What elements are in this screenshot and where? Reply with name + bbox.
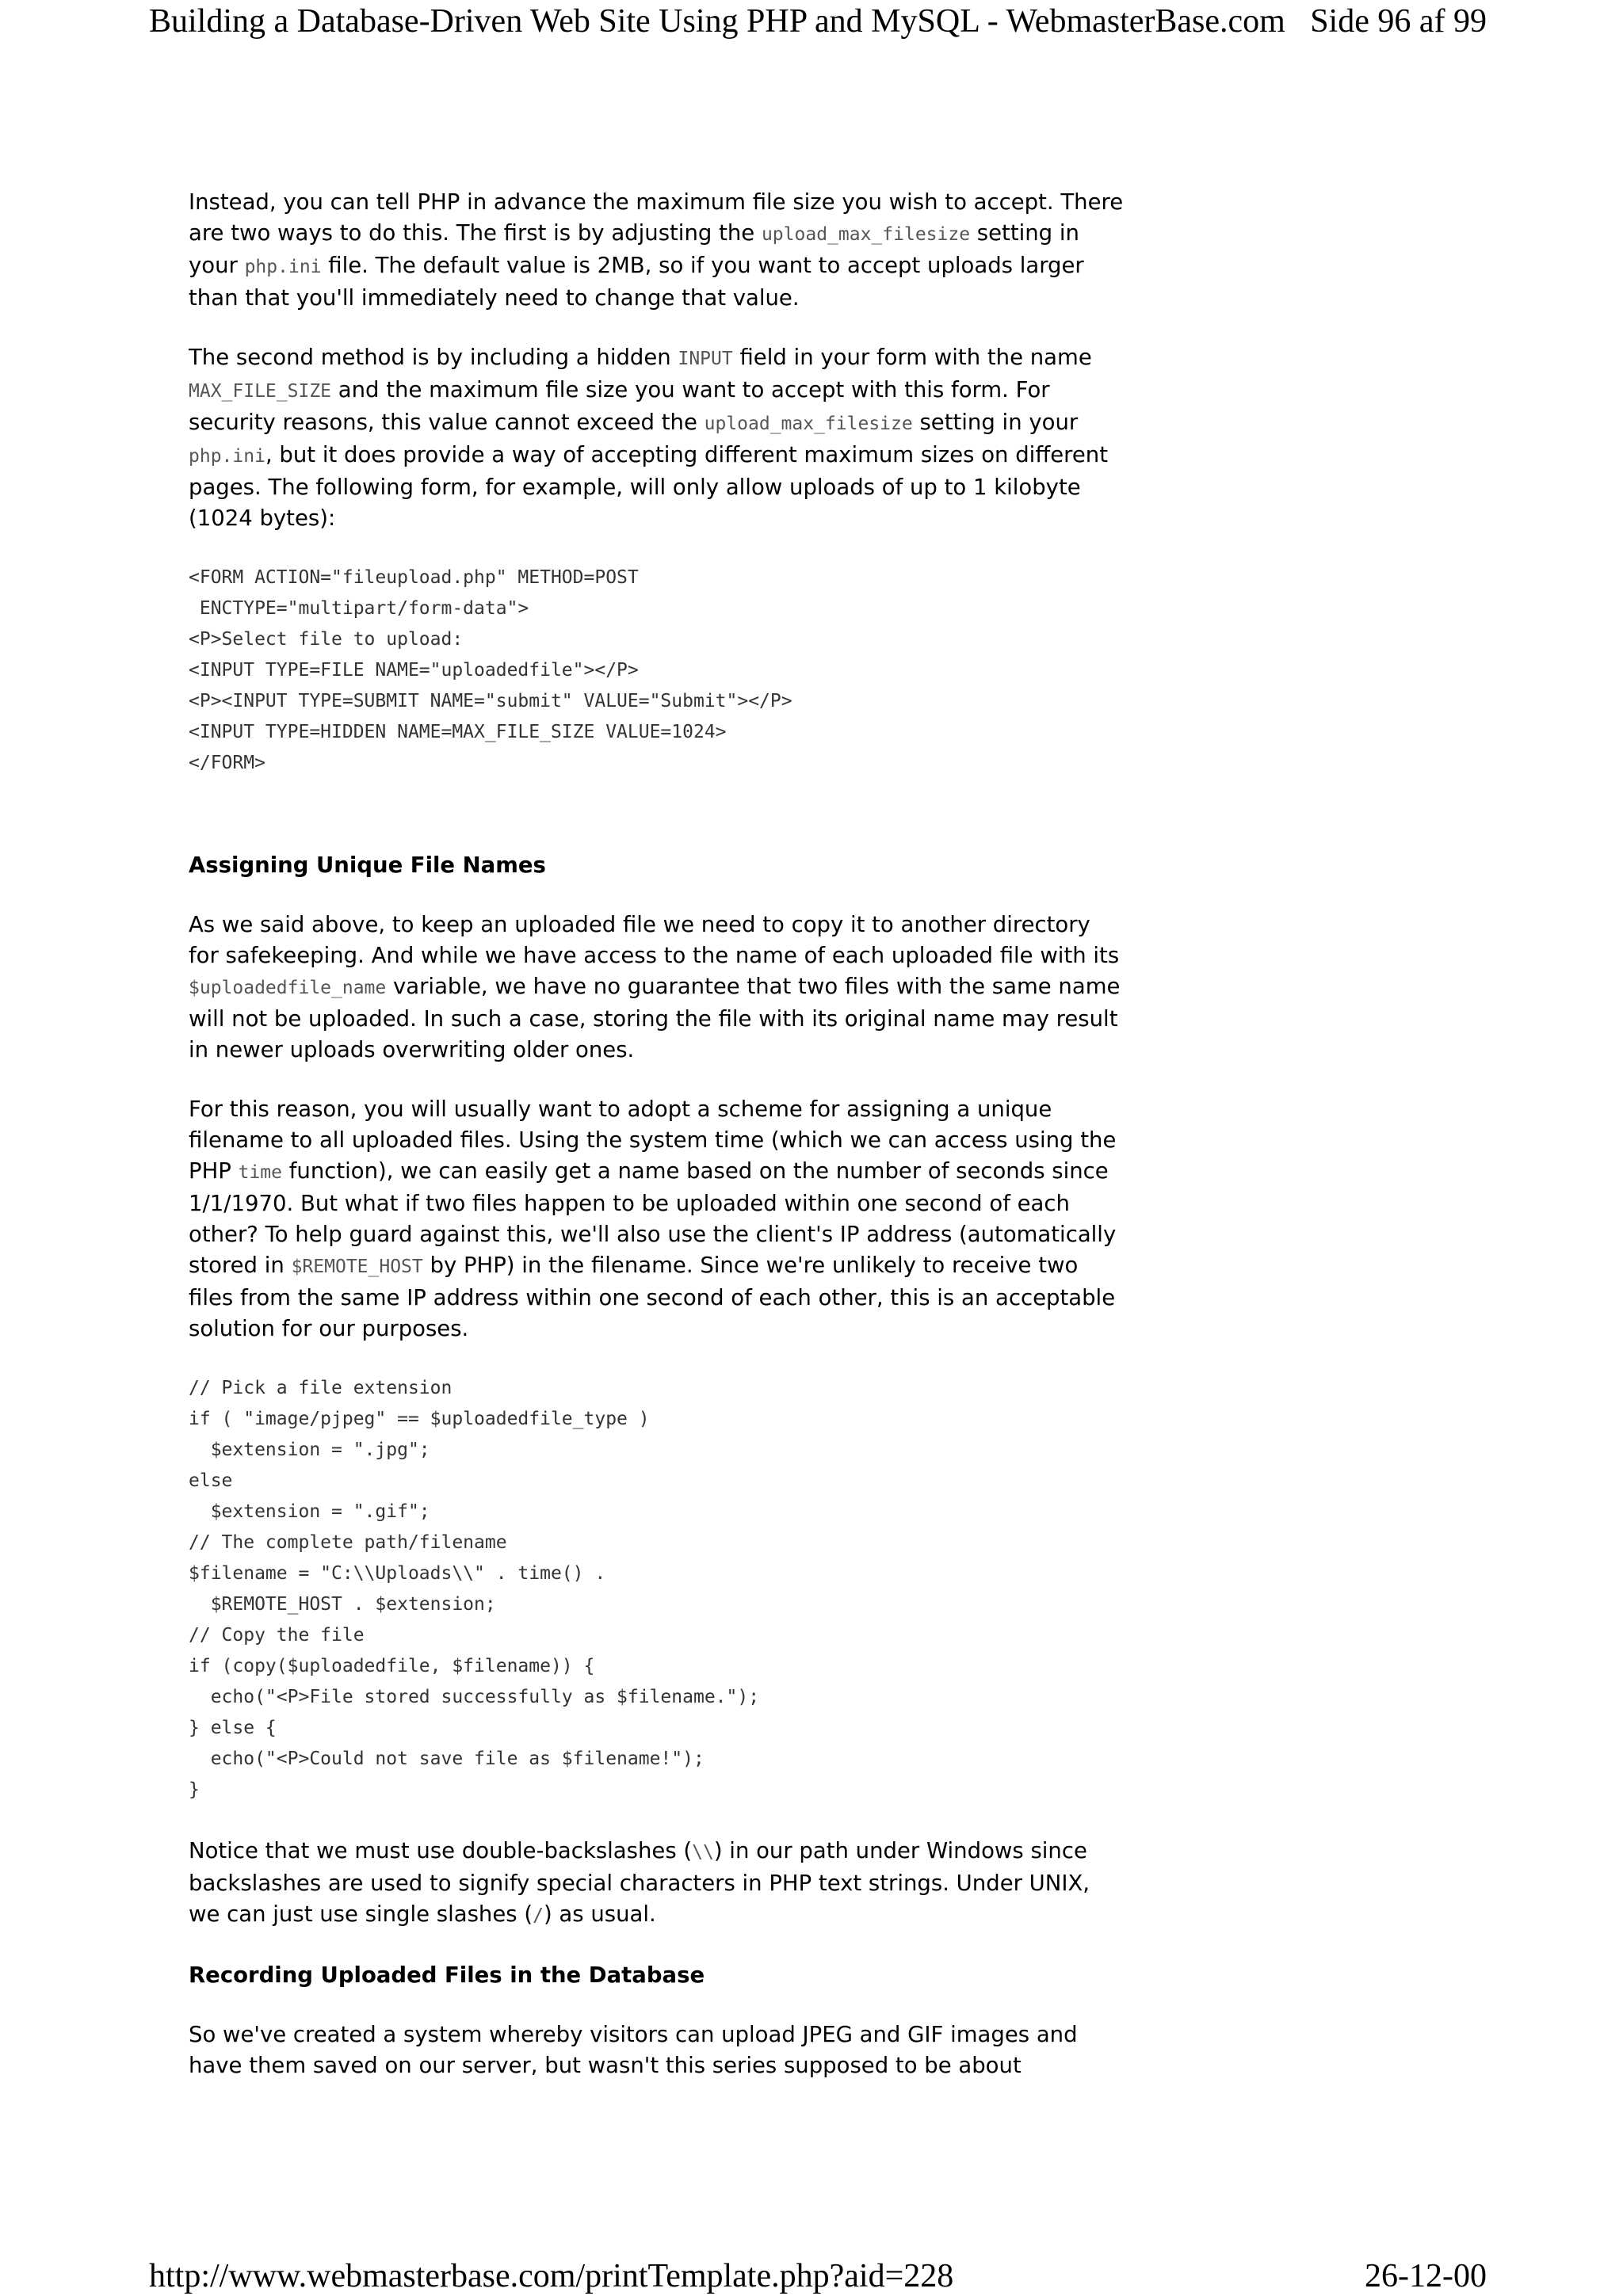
text-run: function), we can easily get a name based on the number of seconds since 1/1/1970. But what if two files happen to be uploaded within one second of each other? To help guard against this, we'll also use the client's IP address (automatically stored in — [189, 1158, 1117, 1278]
inline-code: \\ — [692, 1842, 714, 1863]
page-number: Side 96 af 99 — [1310, 3, 1487, 40]
inline-code: php.ini — [244, 257, 322, 277]
footer-date: 26-12-00 — [1365, 2258, 1487, 2294]
text-run: ) in our path under Windows since backslashes are used to signify special characters in PHP text strings. Under UNIX, we can just use single slashes ( — [189, 1838, 1090, 1927]
text-run: setting in your — [189, 220, 1079, 278]
spacer — [189, 809, 1124, 850]
text-run: The second method is by including a hidden — [189, 345, 678, 370]
inline-code: upload_max_filesize — [704, 414, 913, 434]
text-run: As we said above, to keep an uploaded file we need to copy it to another directory for safekeeping. And while we have access to the name of each uploaded file with its — [189, 912, 1120, 968]
inline-code: / — [533, 1905, 544, 1926]
section-heading-unique-names: Assigning Unique File Names — [189, 852, 546, 878]
text-run: Instead, you can tell PHP in advance the maximum file size you wish to accept. There are two ways to do this. The first is by adjusting the — [189, 189, 1124, 246]
code-block-form: <FORM ACTION="fileupload.php" METHOD=POST ENCTYPE="multipart/form-data"> <P>Select file to upload: <INPUT TYPE=FILE NAME="uploadedfile"></P> <P><INPUT TYPE=SUBMIT NAME="submit" VALUE="Submit"></P> <INPUT TYPE=HIDDEN NAME=MAX_FILE_SIZE VALUE=1024> </FORM> — [189, 567, 792, 773]
section-heading-recording: Recording Uploaded Files in the Database — [189, 1962, 705, 1988]
text-run: by PHP) in the filename. Since we're unlikely to receive two files from the same IP address within one second of each other, this is an acceptable solution for our purposes. — [189, 1253, 1116, 1341]
text-run: For this reason, you will usually want to adopt a scheme for assigning a unique filename to all uploaded files. Using the system time (which we can access using the PHP — [189, 1097, 1117, 1184]
page-header — [149, 2, 1487, 41]
paragraph-system-created: So we've created a system whereby visitors can upload JPEG and GIF images and have them saved on our server, but wasn't this series supposed to be about — [189, 2022, 1078, 2078]
text-run: Notice that we must use double-backslashes ( — [189, 1838, 693, 1863]
text-run: , but it does provide a way of accepting different maximum sizes on different pages. The following form, for example, will only allow uploads of up to 1 kilobyte (1024 bytes): — [189, 442, 1109, 531]
paragraph-unique-scheme — [189, 1094, 1124, 1344]
paragraph-copy-uploaded — [189, 910, 1124, 1066]
inline-code: php.ini — [189, 446, 265, 467]
footer-url: http://www.webmasterbase.com/printTemplate.php?aid=228 — [149, 2258, 954, 2294]
inline-code: $uploadedfile_name — [189, 978, 387, 998]
inline-code: INPUT — [678, 349, 733, 369]
document-title: Building a Database-Driven Web Site Using PHP and MySQL - WebmasterBase.com — [149, 3, 1285, 40]
page-footer — [149, 2256, 1487, 2296]
inline-code: $REMOTE_HOST — [291, 1257, 423, 1277]
paragraph-backslashes — [189, 1836, 1124, 1932]
text-run: variable, we have no guarantee that two files with the same name will not be uploaded. In such a case, storing the file with its original name may result in newer uploads overwriting older ones. — [189, 974, 1121, 1062]
inline-code: MAX_FILE_SIZE — [189, 381, 332, 402]
text-run: ) as usual. — [543, 1901, 656, 1927]
text-run: setting in your — [912, 410, 1079, 435]
paragraph-hidden-input — [189, 342, 1124, 534]
inline-code: time — [238, 1162, 282, 1183]
text-run: and the maximum file size you want to accept with this form. For security reasons, this value cannot exceed the — [189, 377, 1050, 435]
article-body — [189, 187, 1124, 2110]
code-block-filename: // Pick a file extension if ( "image/pjpeg" == $uploadedfile_type ) $extension = ".jpg"; else $extension = ".gif"; // The complete path/filename $filename = "C:\\Uploads\\" . time() . $REMOTE_HOST . $extension; // Copy the file if (copy($uploadedfile, $filename)) { echo("<P>File stored successfully as $filename."); } else { echo("<P>Could not save file as $filename!"); } — [189, 1378, 760, 1800]
paragraph-max-file-size — [189, 187, 1124, 314]
inline-code: upload_max_filesize — [761, 224, 971, 245]
text-run: file. The default value is 2MB, so if you want to accept uploads larger than that you'll immediately need to change that value. — [189, 253, 1084, 311]
text-run: field in your form with the name — [732, 345, 1092, 370]
